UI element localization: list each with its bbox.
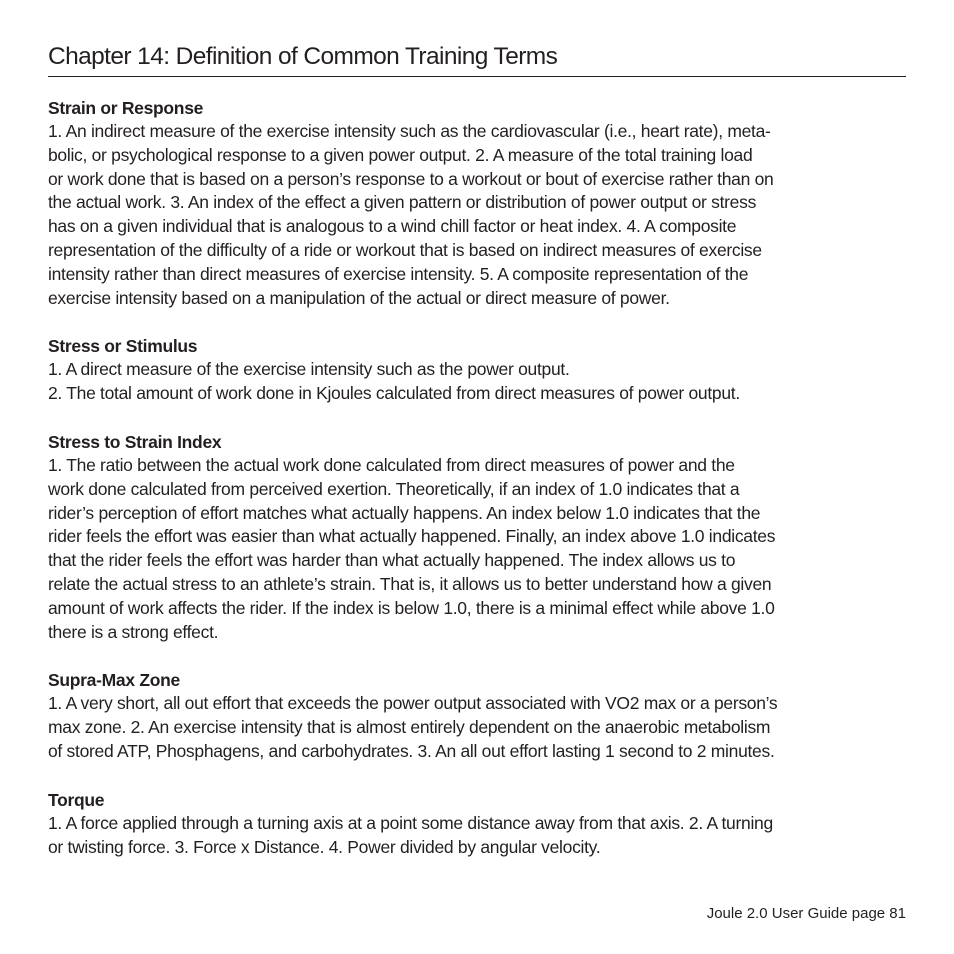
definition-line: there is a strong effect. — [48, 621, 219, 642]
term-definition — [48, 454, 906, 644]
definition-line: 1. A very short, all out effort that exceeds the power output associated with VO2 max or a person’s — [48, 693, 778, 714]
definition-line: bolic, or psychological response to a given power output. 2. A measure of the total training load — [48, 144, 753, 165]
term-entry — [48, 788, 906, 860]
term-list — [48, 96, 906, 859]
definition-line: 1. The ratio between the actual work done calculated from direct measures of power and the — [48, 454, 735, 475]
definition-line: the actual work. 3. An index of the effect a given pattern or distribution of power output or stress — [48, 192, 757, 213]
definition-line: representation of the difficulty of a ride or workout that is based on indirect measures of exercise — [48, 239, 762, 260]
definition-line: amount of work affects the rider. If the index is below 1.0, there is a minimal effect while above 1.0 — [48, 597, 775, 618]
term-definition — [48, 812, 906, 860]
term-entry — [48, 668, 906, 763]
term-name: Strain or Response — [48, 98, 204, 118]
definition-line: 1. A force applied through a turning axis at a point some distance away from that axis. 2. A turning — [48, 812, 773, 833]
definition-line: or twisting force. 3. Force x Distance. 4. Power divided by angular velocity. — [48, 836, 601, 857]
definition-line: that the rider feels the effort was harder than what actually happened. The index allows us to — [48, 550, 736, 571]
term-entry — [48, 430, 906, 644]
term-entry — [48, 96, 906, 310]
term-definition — [48, 358, 906, 406]
definition-line: work done calculated from perceived exertion. Theoretically, if an index of 1.0 indicates that a — [48, 478, 740, 499]
term-name: Stress to Strain Index — [48, 431, 222, 452]
definition-line: max zone. 2. An exercise intensity that is almost entirely dependent on the anaerobic metabolism — [48, 717, 771, 738]
page-content — [48, 40, 906, 883]
definition-line: 1. A direct measure of the exercise intensity such as the power output. — [48, 359, 570, 380]
definition-line: of stored ATP, Phosphagens, and carbohydrates. 3. An all out effort lasting 1 second to 2 minutes. — [48, 740, 775, 761]
definition-line: relate the actual stress to an athlete’s strain. That is, it allows us to better understand how a given — [48, 573, 772, 594]
definition-line: 1. An indirect measure of the exercise intensity such as the cardiovascular (i.e., heart rate), meta- — [48, 121, 771, 141]
page-footer: Joule 2.0 User Guide page 81 — [706, 905, 906, 922]
term-entry — [48, 334, 906, 406]
chapter-title: Chapter 14: Definition of Common Training Terms — [48, 40, 906, 77]
term-name: Torque — [48, 789, 105, 810]
definition-line: rider feels the effort was easier than what actually happened. Finally, an index above 1.0 indicates — [48, 526, 776, 547]
definition-line: exercise intensity based on a manipulation of the actual or direct measure of power. — [48, 287, 670, 308]
definition-line: or work done that is based on a person’s response to a workout or bout of exercise rather than on — [48, 168, 774, 189]
term-definition — [48, 692, 906, 763]
definition-line: has on a given individual that is analogous to a wind chill factor or heat index. 4. A composite — [48, 216, 737, 237]
definition-line: 2. The total amount of work done in Kjoules calculated from direct measures of power output. — [48, 383, 740, 404]
definition-line: intensity rather than direct measures of exercise intensity. 5. A composite representation of the — [48, 263, 749, 284]
term-name: Stress or Stimulus — [48, 336, 198, 357]
term-definition — [48, 120, 906, 310]
term-name: Supra-Max Zone — [48, 670, 180, 691]
definition-line: rider’s perception of effort matches what actually happens. An index below 1.0 indicates that the — [48, 502, 761, 523]
